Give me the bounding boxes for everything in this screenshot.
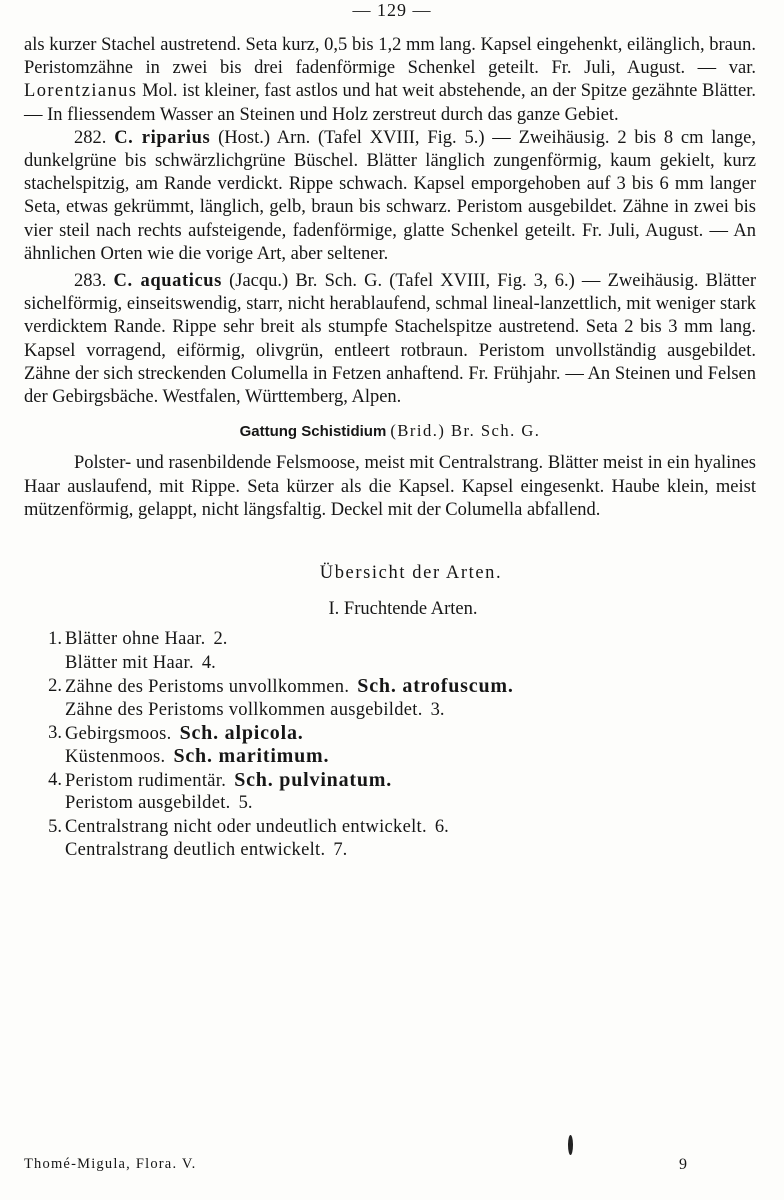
key-couplet-text: Küstenmoos. [65, 747, 166, 768]
species-entry-283 [24, 270, 756, 409]
key-row [24, 722, 756, 745]
key-number: 1. [48, 629, 62, 650]
key-number: 3. [48, 723, 62, 744]
key-couplet-text: Centralstrang nicht oder undeutlich entwickelt. [65, 816, 427, 837]
key-number: 5. [48, 816, 62, 837]
key-row [24, 652, 756, 675]
key-row [24, 839, 756, 862]
key-row [24, 816, 756, 839]
key-lead: 3. [430, 699, 445, 720]
key-lead: 6. [434, 816, 449, 837]
key-number: 4. [48, 769, 62, 790]
key-row [24, 769, 756, 792]
key-lead: 4. [201, 652, 216, 673]
key-species-name: Sch. pulvinatum. [234, 768, 393, 791]
ink-blot [568, 1135, 573, 1155]
key-couplet-text: Gebirgsmoos. [65, 724, 172, 745]
key-species-name: Sch. maritimum. [173, 745, 330, 768]
page-body [24, 34, 756, 862]
key-couplet-text: Centralstrang deutlich entwickelt. [65, 839, 326, 860]
key-couplet-text: Blätter ohne Haar. [65, 629, 206, 650]
key-text [65, 675, 514, 699]
key-couplet-text: Blätter mit Haar. [65, 652, 194, 673]
overview-subtitle: I. Fruchtende Arten. [328, 599, 478, 620]
genus-name: Gattung Schistidium [239, 423, 387, 441]
key-couplet-text: Peristom rudimentär. [65, 770, 227, 791]
key-text [65, 839, 347, 862]
footer-citation: Thomé-Migula, Flora. V. [24, 1156, 197, 1172]
key-species-name: Sch. atrofuscum. [357, 675, 514, 698]
key-couplet-text: Zähne des Peristoms unvollkommen. [65, 677, 350, 698]
key-couplet-text: Zähne des Peristoms vollkommen ausgebildet. [65, 699, 423, 720]
key-text [65, 652, 216, 675]
key-lead: 7. [333, 839, 348, 860]
entry-number: 282. [74, 127, 107, 148]
key-species-name: Sch. alpicola. [179, 722, 304, 745]
key-text [65, 769, 392, 793]
species-description: (Host.) Arn. (Tafel XVIII, Fig. 5.) — Zweihäusig. 2 bis 8 cm lange, dunkelgrüne bis schwärzlichgrüne Büschel. Blätter länglich zungenförmig, kaum gekielt, kurz stachelspitzig, am Rande verdickt. Rippe schwach. Kapsel emporgehoben auf 3 bis 6 mm langer Seta, etwas gekrümmt, länglich, gelb, braun bis schwarz. Peristom ausgebildet. Zähne in zwei bis vier steil nach rechts aufsteigende, fadenförmige, glatte Schenkel geteilt. Fr. Juli, August. — An ähnlichen Orten wie die vorige Art, aber seltener. [24, 127, 756, 264]
page-number-header: — 129 — [352, 0, 432, 20]
genus-description: Polster- und rasenbildende Felsmoose, meist mit Centralstrang. Blätter meist in ein hyalines Haar auslaufend, mit Rippe. Seta kürzer als die Kapsel. Kapsel eingesenkt. Haube klein, meist mützenförmig, gelappt, nicht längsfaltig. Deckel mit der Columella abfallend. [24, 453, 756, 520]
key-text [65, 745, 329, 769]
genus-authority: (Brid.) Br. Sch. G. [390, 421, 541, 441]
genus-heading [24, 419, 756, 443]
key-text [65, 816, 449, 839]
footer-signature-number: 9 [679, 1156, 687, 1173]
species-entry-282 [24, 127, 756, 266]
species-name: C. aquaticus [113, 271, 222, 292]
species-description: (Jacqu.) Br. Sch. G. (Tafel XVIII, Fig. 3, 6.) — Zweihäusig. Blätter sichelförmig, einseitswendig, starr, nicht herablaufend, schmal lineal-lanzettlich, mit weniger stark verdicktem Rande. Rippe sehr breit als stumpfe Stachelspitze austretend. Seta 2 bis 3 mm lang. Kapsel vorragend, eiförmig, olivgrün, entleert rotbraun. Peristom unvollständig ausgebildet. Zähne der sich streckenden Columella in Fetzen anhaftend. Fr. Frühjahr. — An Steinen und Felsen der Gebirgsbäche. Westfalen, Württemberg, Alpen. [24, 271, 757, 408]
overview-title: Übersicht der Arten. [319, 563, 503, 584]
identification-key [24, 628, 756, 862]
paragraph-continuation [24, 34, 756, 127]
key-couplet-text: Peristom ausgebildet. [65, 793, 231, 814]
key-number: 2. [48, 676, 62, 697]
key-text [65, 699, 445, 722]
key-row [24, 745, 756, 768]
key-lead: 2. [213, 629, 228, 650]
variety-name: Lorentzianus [24, 81, 138, 102]
key-lead: 5. [238, 793, 253, 814]
key-text [65, 792, 252, 815]
paragraph-1-rest: Mol. ist kleiner, fast astlos und hat weit abstehende, an der Spitze gezähnte Blätter. — In fliessendem Wasser an Steinen und Holz zerstreut durch das ganze Gebiet. [24, 81, 756, 125]
key-row [24, 699, 756, 722]
key-row [24, 628, 756, 651]
key-row [24, 792, 756, 815]
key-row [24, 675, 756, 698]
key-text [65, 628, 227, 651]
key-text [65, 722, 304, 746]
paragraph-1-text: als kurzer Stachel austretend. Seta kurz, 0,5 bis 1,2 mm lang. Kapsel eingehenkt, eilänglich, braun. Peristomzähne in zwei bis drei fadenförmige Schenkel geteilt. Fr. Juli, August. — var. [24, 35, 756, 79]
entry-number: 283. [74, 271, 107, 292]
species-name: C. riparius [114, 127, 211, 148]
